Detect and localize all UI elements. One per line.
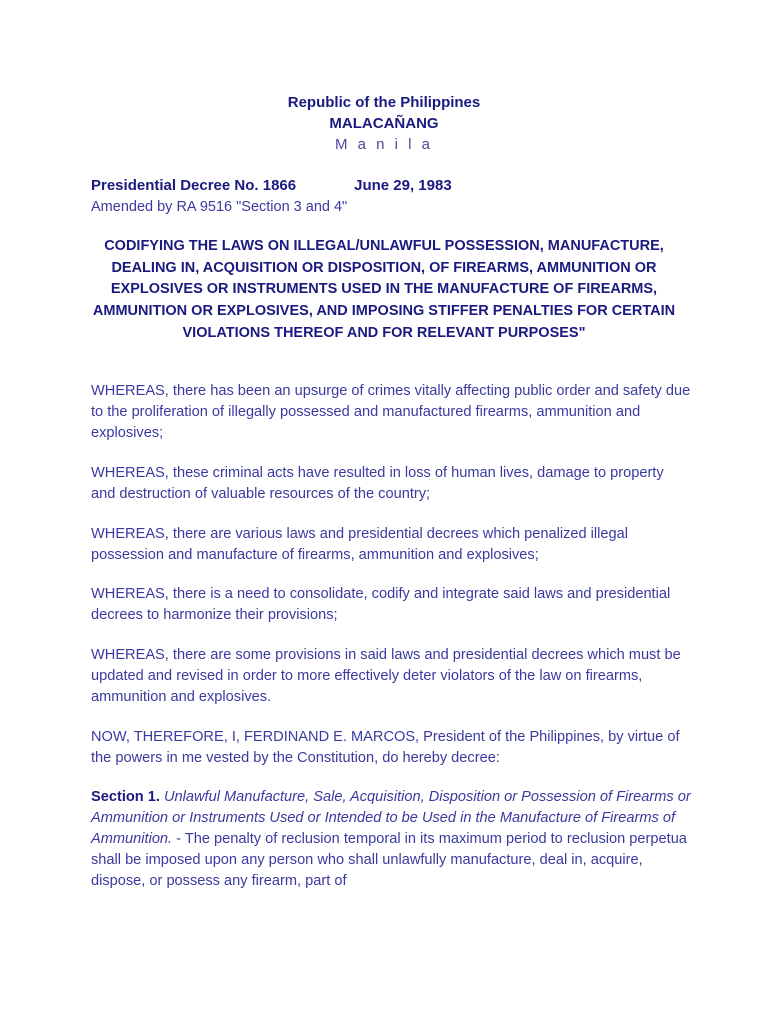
republic-heading: Republic of the Philippines [287,94,481,111]
document-header [0,92,768,155]
section-1-text: - The penalty of reclusion temporal in its maximum period to reclusion perpetua shall be imposed upon any person who shall unlawfully manufacture, deal in, acquire, dispose, or possess any firearm, part of [91,831,687,889]
amended-link[interactable]: RA 9516 [176,199,233,215]
amended-prefix: Amended by [91,199,177,215]
whereas-paragraph-3: WHEREAS, there are various laws and presidential decrees which penalized illegal possession and manufacture of firearms, ammunition and explosives; [91,526,628,563]
section-1-heading: Unlawful Manufacture, Sale, Acquisition, Disposition or Possession of Firearms or Ammunition or Instruments Used or Intended to be Used in the Manufacture of Firearms of Ammunition. [91,789,691,847]
decree-title: CODIFYING THE LAWS ON ILLEGAL/UNLAWFUL POSSESSION, MANUFACTURE, DEALING IN, ACQUISITION OR DISPOSITION, OF FIREARMS, AMMUNITION OR EXPLOSIVES OR INSTRUMENTS USED IN THE MANUFACTURE OF FIREARMS, AMMUNITION OR EXPLOSIVES, AND IMPOSING STIFFER PENALTIES FOR CERTAIN VIOLATIONS THEREOF AND FOR RELEVANT PURPOSES" [92,238,676,341]
whereas-paragraph-5: WHEREAS, there are some provisions in said laws and presidential decrees which must be updated and revised in order to more effectively deter violators of the law on firearms, ammunition and explosives. [91,647,681,705]
decree-number: Presidential Decree No. 1866 [91,177,297,194]
malacanang-heading: MALACAÑANG [329,115,439,132]
city-heading: M a n i l a [334,136,434,153]
amended-note [91,197,347,217]
now-therefore-paragraph: NOW, THEREFORE, I, FERDINAND E. MARCOS, President of the Philippines, by virtue of the powers in me vested by the Constitution, do hereby decree: [91,729,680,766]
section-1-label: Section 1. [91,789,160,805]
whereas-paragraph-1: WHEREAS, there has been an upsurge of crimes vitally affecting public order and safety due to the proliferation of illegally possessed and manufactured firearms, ammunition and explosives; [91,383,691,441]
decree-date: June 29, 1983 [354,177,452,194]
section-1-paragraph [91,787,691,892]
decree-line [91,176,452,196]
whereas-paragraph-2: WHEREAS, these criminal acts have resulted in loss of human lives, damage to property and destruction of valuable resources of the country; [91,465,664,502]
whereas-paragraph-4: WHEREAS, there is a need to consolidate, codify and integrate said laws and presidential decrees to harmonize their provisions; [91,586,671,623]
amended-suffix: "Section 3 and 4" [232,199,348,215]
